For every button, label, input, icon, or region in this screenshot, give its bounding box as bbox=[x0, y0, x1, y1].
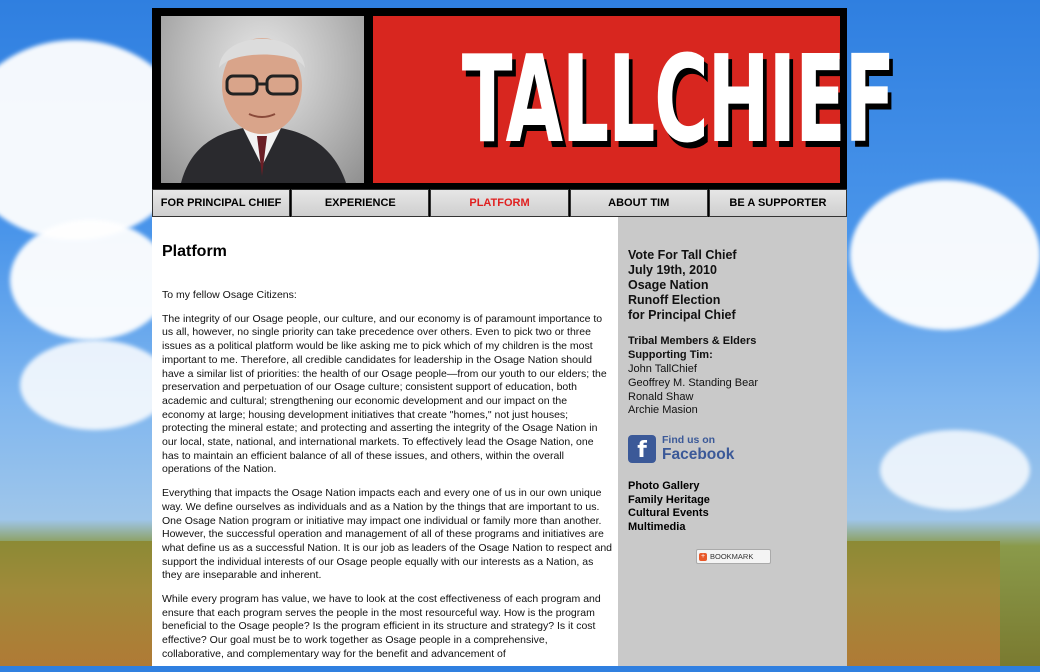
nav-item-for-principal-chief[interactable]: FOR PRINCIPAL CHIEF bbox=[152, 189, 290, 217]
supporter-name: Ronald Shaw bbox=[628, 390, 694, 403]
sidebar bbox=[618, 217, 847, 666]
vote-line: Osage Nation bbox=[628, 278, 709, 292]
sidebar-links bbox=[628, 480, 710, 534]
vote-line: for Principal Chief bbox=[628, 308, 736, 322]
paragraph: While every program has value, we have to look at the cost effectiveness of each program and ensure that each program serves the people in the most resourceful way. How is the program beneficial to the Osage people? Is the program efficient in its structure and strategy? Is it cost effective? Our goal must be to work together as Osage people in a comprehensive, collaborative, and complementary way for the benefit and advancement of bbox=[162, 593, 601, 660]
main-nav bbox=[152, 189, 847, 217]
vote-notice bbox=[628, 248, 737, 323]
supporter-name: John TallChief bbox=[628, 363, 697, 375]
background-cloud bbox=[10, 220, 170, 340]
nav-item-about-tim[interactable]: ABOUT TIM bbox=[570, 189, 708, 217]
link-photo-gallery[interactable]: Photo Gallery bbox=[628, 480, 700, 492]
background-cloud bbox=[850, 180, 1040, 330]
supporter-name: Geoffrey M. Standing Bear bbox=[628, 376, 759, 389]
brand-logo-text: TALLCHIEF bbox=[461, 31, 895, 170]
facebook-link[interactable] bbox=[628, 431, 748, 467]
supporter-name: Archie Masion bbox=[628, 404, 698, 417]
background-cloud bbox=[20, 340, 170, 430]
facebook-find-label: Find us on bbox=[662, 434, 716, 446]
supporters-list bbox=[628, 363, 758, 418]
vote-line: July 19th, 2010 bbox=[628, 263, 717, 277]
nav-item-experience[interactable]: EXPERIENCE bbox=[291, 189, 429, 217]
background-cloud bbox=[880, 430, 1030, 510]
paragraph: The integrity of our Osage people, our culture, and our economy is of paramount importance to us all, however, no single priority can take precedence over others. Even to pick two or three issues as a political platform would be like asking me to pick which of my children is the most important to me. Therefore, all credible candidates for leadership in the Osage Nation should have a similar list of priorities: the health of our Osage people—from our youth to our elders; the preservation and perpetuation of our Osage culture; consistent support of education, both academic and cultural; strengthening our economic development and our impact on the economy at large; housing development initiatives that create "homes," not just houses; protecting the mineral estate; and protecting and asserting the integrity of the Osage Nation in our local, state, national, and international markets. To effectively lead the Osage Nation, one has to maintain an efficient balance of all of these issues, and others, within the overall operations of the Nation. bbox=[162, 312, 607, 476]
link-family-heritage[interactable]: Family Heritage bbox=[628, 493, 710, 506]
paragraph: Everything that impacts the Osage Nation impacts each and every one of us in our own unique way. We define ourselves as individuals and as a Nation by the things that are important to us. One Osage Nation program or initiative may impact one individual or family more than another. However, the successful operation and management of all of these programs and initiatives are what define us as a successful Nation. It is our job as leaders of the Osage Nation to respect and support the individual interests of our Osage people equally with our interests as a Nation, as they are inseparable and inherent. bbox=[162, 487, 613, 582]
page-container bbox=[152, 8, 895, 666]
facebook-icon: f bbox=[628, 435, 656, 463]
main-content bbox=[152, 217, 618, 666]
link-multimedia[interactable]: Multimedia bbox=[628, 520, 686, 533]
vote-line: Runoff Election bbox=[628, 293, 721, 307]
facebook-name: Facebook bbox=[662, 446, 735, 463]
brand-block bbox=[373, 16, 895, 183]
page-title: Platform bbox=[162, 243, 227, 260]
link-cultural-events[interactable]: Cultural Events bbox=[628, 507, 709, 520]
vote-line: Vote For Tall Chief bbox=[628, 248, 737, 262]
plus-icon: + bbox=[700, 552, 706, 560]
nav-item-be-a-supporter[interactable]: BE A SUPPORTER bbox=[709, 189, 847, 217]
bookmark-button[interactable] bbox=[696, 549, 771, 564]
article-body bbox=[162, 289, 612, 672]
candidate-portrait bbox=[161, 16, 364, 183]
paragraph: To my fellow Osage Citizens: bbox=[162, 289, 297, 301]
nav-item-platform[interactable]: PLATFORM bbox=[430, 189, 568, 217]
supporters-heading: Tribal Members & Elders Supporting Tim: bbox=[628, 335, 757, 361]
header-banner bbox=[152, 8, 895, 189]
bookmark-label: BOOKMARK bbox=[710, 552, 754, 561]
